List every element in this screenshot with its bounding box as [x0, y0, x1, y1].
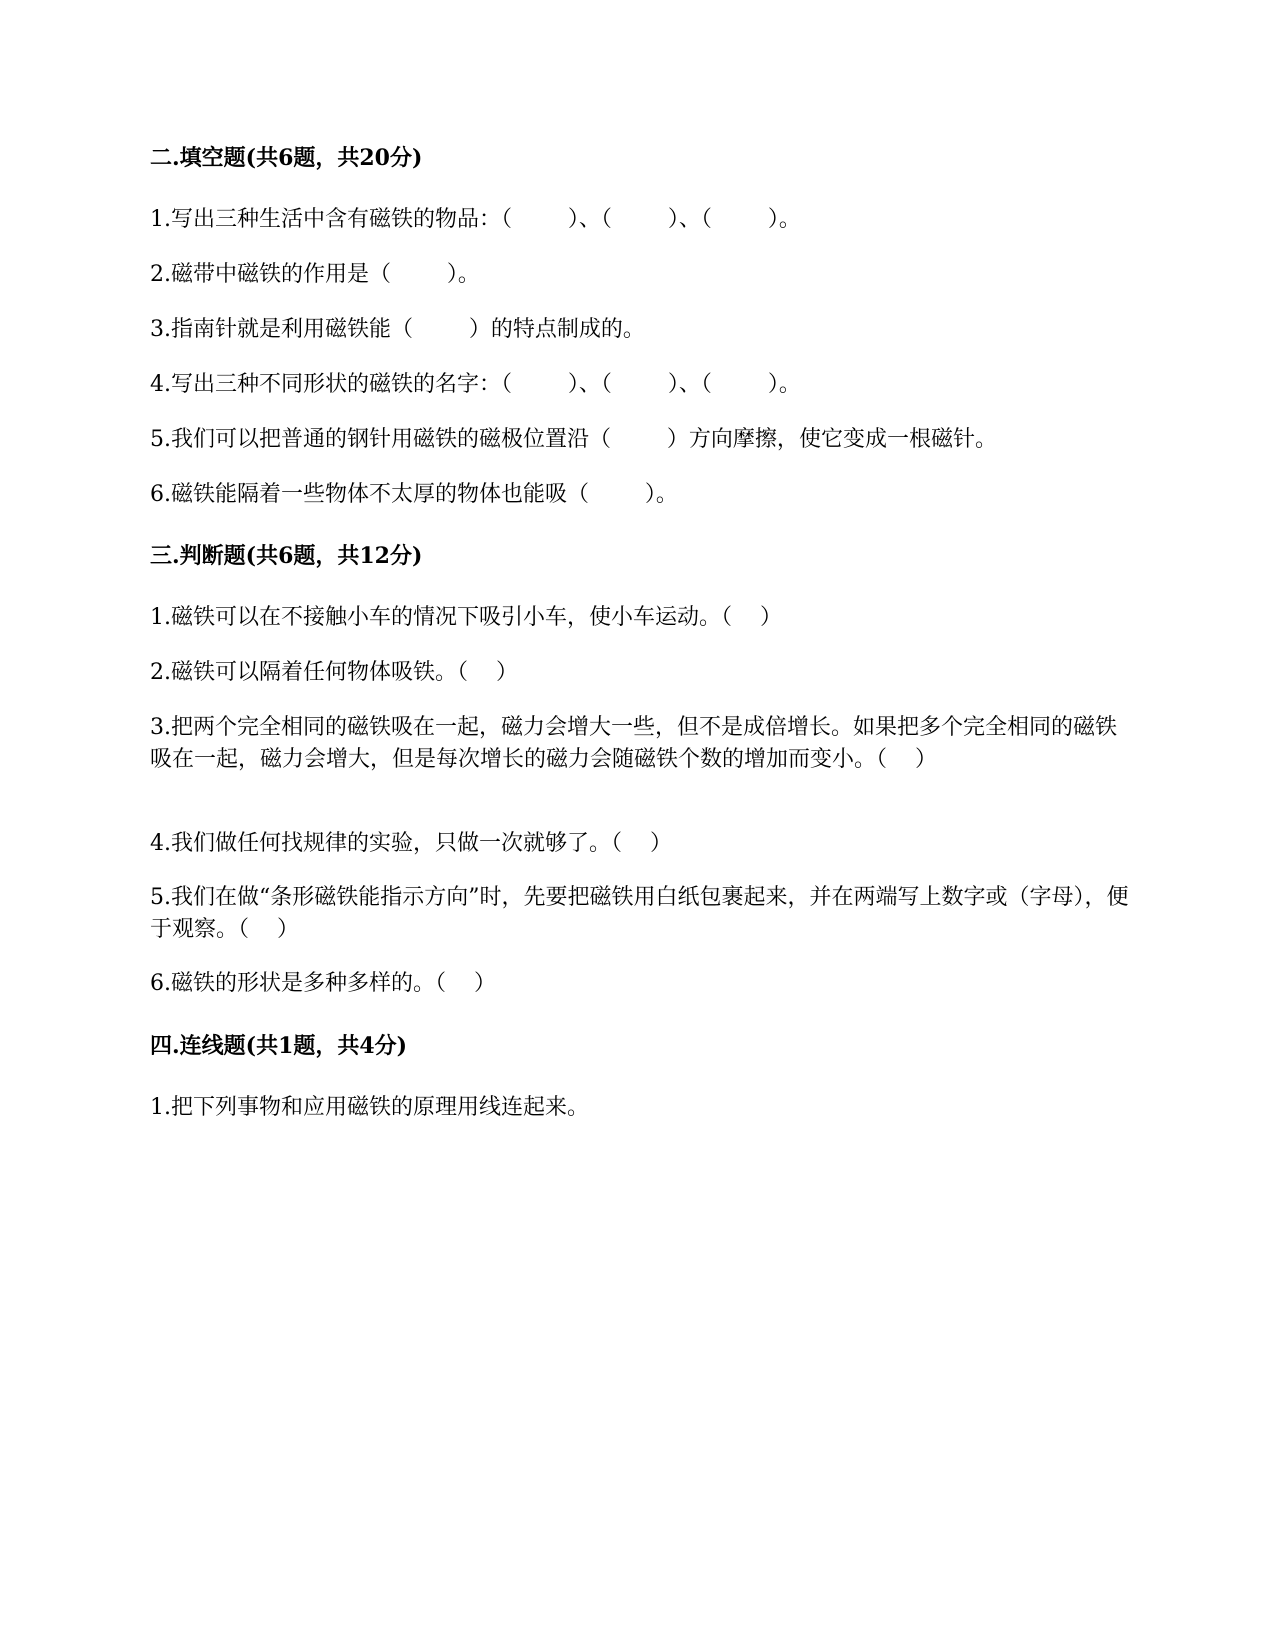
question-fill-3: 3.指南针就是利用磁铁能（ ）的特点制成的。	[150, 317, 645, 342]
question-match-1: 1.把下列事物和应用磁铁的原理用线连起来。	[150, 1095, 589, 1120]
section-heading-true-false: 三.判断题(共6题，共12分)	[150, 543, 423, 569]
section-heading-matching: 四.连线题(共1题，共4分)	[150, 1033, 408, 1059]
question-tf-6: 6.磁铁的形状是多种多样的。（ ）	[150, 971, 496, 996]
question-tf-1: 1.磁铁可以在不接触小车的情况下吸引小车，使小车运动。（ ）	[150, 605, 782, 630]
question-fill-6: 6.磁铁能隔着一些物体不太厚的物体也能吸（ ）。	[150, 482, 678, 507]
question-tf-3: 3.把两个完全相同的磁铁吸在一起，磁力会增大一些，但不是成倍增长。如果把多个完全相同的磁铁吸在一起，磁力会增大，但是每次增长的磁力会随磁铁个数的增加而变小。（ ）	[150, 715, 1117, 772]
question-tf-5: 5.我们在做“条形磁铁能指示方向”时，先要把磁铁用白纸包裹起来，并在两端写上数字或（字母），便于观察。（ ）	[150, 885, 1129, 942]
question-tf-4: 4.我们做任何找规律的实验，只做一次就够了。（ ）	[150, 831, 672, 856]
question-fill-2: 2.磁带中磁铁的作用是（ ）。	[150, 262, 480, 287]
question-tf-2: 2.磁铁可以隔着任何物体吸铁。（ ）	[150, 660, 518, 685]
question-fill-1: 1.写出三种生活中含有磁铁的物品：（ ）、（ ）、（ ）。	[150, 207, 801, 232]
question-fill-5: 5.我们可以把普通的钢针用磁铁的磁极位置沿（ ）方向摩擦，使它变成一根磁针。	[150, 427, 997, 452]
section-heading-fill-blank: 二.填空题(共6题，共20分)	[150, 145, 423, 171]
question-fill-4: 4.写出三种不同形状的磁铁的名字：（ ）、（ ）、（ ）。	[150, 372, 801, 397]
